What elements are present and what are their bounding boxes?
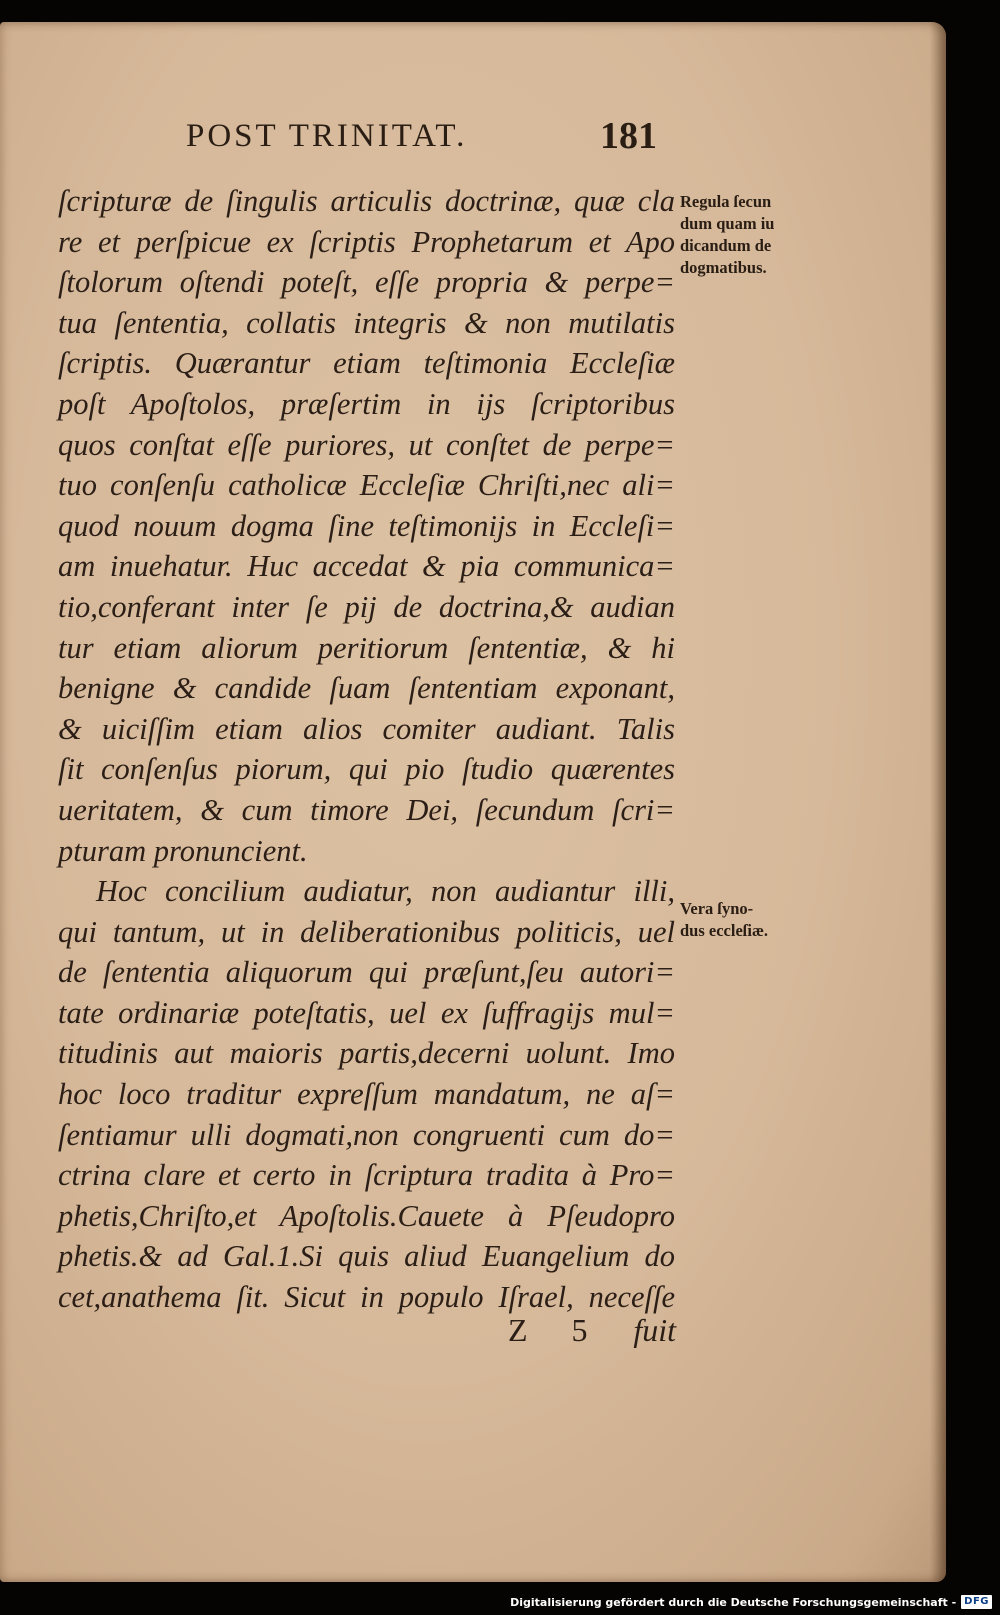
marginal-note-line: dogmatibus. [680, 258, 767, 277]
text-line: am inuehatur. Huc accedat & pia communica= [58, 549, 675, 584]
marginal-note-line: dum quam iu [680, 214, 775, 233]
text-line: quod nouum dogma ſine teſtimonijs in Eccleſi= [58, 508, 675, 543]
text-line: benigne & candide ſuam ſententiam exponant, [58, 671, 675, 706]
text-line: ſcriptis. Quærantur etiam teſtimonia Eccleſiæ [58, 346, 675, 381]
text-line: ſit conſenſus piorum, qui pio ſtudio quærentes [58, 752, 675, 787]
digitization-footer [510, 1593, 992, 1611]
text-line: de ſententia aliquorum qui præſunt,ſeu autori= [58, 955, 675, 990]
page-number: 181 [600, 115, 657, 157]
marginal-note-line: Vera ſyno- [680, 899, 754, 918]
text-line: qui tantum, ut in deliberationibus politicis, uel [58, 914, 675, 949]
text-line: tate ordinariæ poteſtatis, uel ex ſuffragijs mul= [58, 995, 675, 1030]
catchline [500, 1310, 676, 1360]
signature-mark: Z 5 [508, 1312, 606, 1348]
text-line: & uiciſſim etiam alios comiter audiant. Talis [58, 711, 675, 746]
text-line: cet,anathema ſit. Sicut in populo Iſrael, neceſſe [58, 1280, 675, 1315]
text-line: ſtolorum oſtendi poteſt, eſſe propria & perpe= [58, 265, 675, 300]
text-line: ueritatem, & cum timore Dei, ſecundum ſcri= [58, 792, 675, 827]
text-line: ctrina clare et certo in ſcriptura tradita à Pro= [58, 1158, 675, 1193]
marginal-note-line: Regula ſecun [680, 192, 772, 211]
marginal-note-regula [680, 191, 810, 279]
text-line: tuo conſenſu catholicæ Eccleſiæ Chriſti,nec ali= [58, 468, 675, 503]
dfg-logo: DFG [961, 1595, 992, 1609]
text-line: tua ſententia, collatis integris & non mutilatis [58, 305, 675, 340]
marginal-note-line: dus eccleſiæ. [680, 921, 768, 940]
catchword: fuit [633, 1312, 676, 1348]
book-page [0, 22, 946, 1582]
text-line: re et perſpicue ex ſcriptis Prophetarum et Apo [58, 224, 675, 259]
text-line: phetis.& ad Gal.1.Si quis aliud Euangelium do [58, 1239, 675, 1274]
text-line: titudinis aut maioris partis,decerni uolunt. Imo [58, 1036, 675, 1071]
text-line: poſt Apoſtolos, præſertim in ijs ſcriptoribus [58, 386, 675, 421]
text-line: hoc loco traditur expreſſum mandatum, ne aſ= [58, 1077, 675, 1112]
text-line: pturam pronuncient. [58, 833, 308, 868]
running-title: POST TRINITAT. [186, 118, 468, 154]
main-text-block [58, 181, 675, 1318]
text-line: quos conſtat eſſe puriores, ut conſtet de perpe= [58, 427, 675, 462]
marginal-note-synodus [680, 898, 810, 942]
text-line: ſcripturæ de ſingulis articulis doctrinæ, quæ cla [58, 184, 675, 218]
funding-credit: Digitalisierung gefördert durch die Deutsche Forschungsgemeinschaft - [510, 1595, 957, 1609]
text-line: ſentiamur ulli dogmati,non congruenti cum do= [58, 1117, 675, 1152]
marginal-note-line: dicandum de [680, 236, 772, 255]
text-line: phetis,Chriſto,et Apoſtolis.Cauete à Pſeudopro [58, 1198, 675, 1233]
text-line: tio,conferant inter ſe pij de doctrina,& audian [58, 589, 675, 624]
text-line: tur etiam aliorum peritiorum ſententiæ, & hi [58, 630, 675, 665]
running-head [180, 114, 680, 164]
text-line: Hoc concilium audiatur, non audiantur illi, [96, 874, 675, 909]
